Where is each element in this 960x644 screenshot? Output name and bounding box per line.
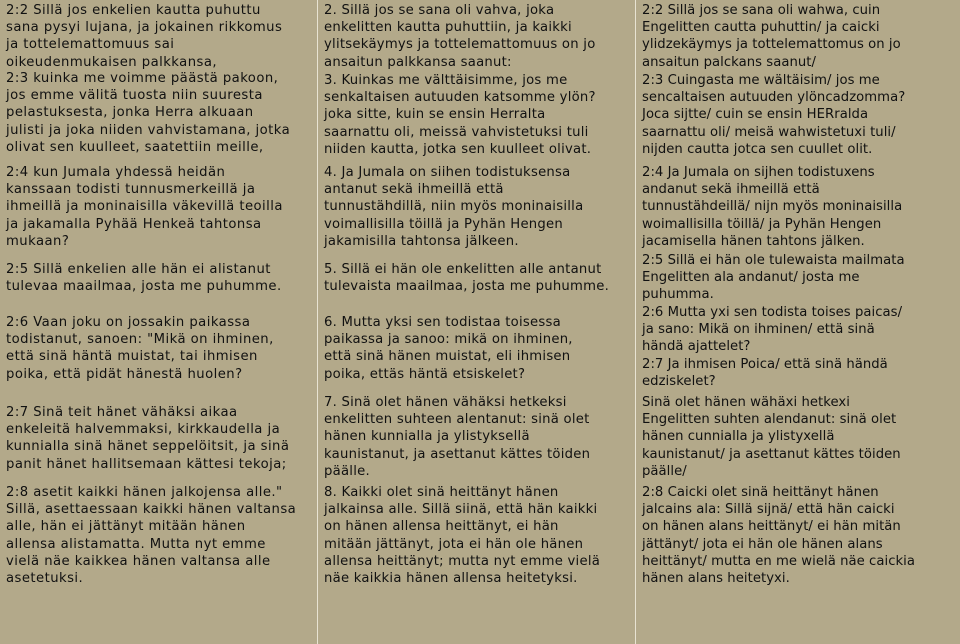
verse-2-6-1776: 6. Mutta yksi sen todistaa toisessa paikassa ja sanoo: mikä on ihminen, että sinä hänen muistat, eli ihmisen poika, ettäs häntä etsiskelet? bbox=[324, 315, 573, 382]
column-1776-translation bbox=[318, 0, 636, 644]
verse-2-3-1642: 2:3 Cuingasta me wältäisim/ jos me sencaltaisen autuuden ylöncadzomma? Joca sijtte/ cuin se ensin HERralda saarnattu oli/ meisä wahwistetuxi tuli/ nijden cautta jotca sen cuullet olit. bbox=[642, 73, 906, 157]
verse-2-8-1776: 8. Kaikki olet sinä heittänyt hänen jalkainsa alle. Sillä siinä, että hän kaikki on hänen allensa heittänyt, ei hän mitään jättänyt, jota ei hän ole hänen allensa heittänyt; mutta nyt emme vielä näe kaikkia hänen allensa heitetyksi. bbox=[324, 485, 601, 587]
verse-2-7-modern: 2:7 Sinä teit hänet vähäksi aikaa enkeleitä halvemmaksi, kirkkaudella ja kunnialla sinä hänet seppelöitsit, ja sinä panit hänet hallitsemaan kättesi tekoja; bbox=[6, 405, 290, 472]
column-1642-translation bbox=[636, 0, 960, 644]
verse-2-5-1642: 2:5 Sillä ei hän ole tulewaista mailmata Engelitten ala andanut/ josta me puhumma. bbox=[642, 253, 905, 303]
verse-2-4-modern: 2:4 kun Jumala yhdessä heidän kanssaan todisti tunnusmerkeillä ja ihmeillä ja moninaisilla väkevillä teoilla ja jakamalla Pyhää Henkeä tahtonsa mukaan? bbox=[6, 165, 283, 249]
verse-2-8-1642: 2:8 Caicki olet sinä heittänyt hänen jalcains ala: Sillä sijnä/ että hän caicki on hänen alans heittänyt/ ei hän mitän jättänyt/ jota ei hän ole hänen alans heittänyt/ mutta en me wielä näe caickia hänen alans heitetyxi. bbox=[642, 485, 916, 587]
verse-2-5-1776: 5. Sillä ei hän ole enkelitten alle antanut tulevaista maailmaa, josta me puhumme. bbox=[324, 262, 610, 295]
verse-2-7-1776: 7. Sinä olet hänen vähäksi hetkeksi enkelitten suhteen alentanut: sinä olet hänen kunnialla ja ylistyksellä kaunistanut, ja asettanut kättes töiden päälle. bbox=[324, 395, 591, 479]
verse-2-6-7-1642: 2:6 Mutta yxi sen todista toises paicas/ ja sano: Mikä on ihminen/ että sinä händä ajattelet? 2:7 Ja ihmisen Poica/ että sinä händä edziskelet? bbox=[642, 305, 903, 389]
verse-2-4-1642: 2:4 Ja Jumala on sijhen todistuxens andanut sekä ihmeillä että tunnustähdeillä/ nijn myös moninaisilla woimallisilla töillä/ ja Pyhän Hengen jacamisella hänen tahtons jälken. bbox=[642, 165, 903, 249]
column-modern-translation bbox=[0, 0, 318, 644]
verse-2-5-modern: 2:5 Sillä enkelien alle hän ei alistanut tulevaa maailmaa, josta me puhumme. bbox=[6, 262, 282, 295]
verse-2-4-1776: 4. Ja Jumala on siihen todistuksensa antanut sekä ihmeillä että tunnustähdillä, niin myös moninaisilla voimallisilla töillä ja Pyhän Hengen jakamisilla tahtonsa jälkeen. bbox=[324, 165, 584, 249]
verse-2-2-1776: 2. Sillä jos se sana oli vahva, joka enkelitten kautta puhuttiin, ja kaikki ylitsekäymys ja tottelemattomuus on jo ansaitun palkkansa saanut: bbox=[324, 3, 596, 70]
verse-2-6-modern: 2:6 Vaan joku on jossakin paikassa todistanut, sanoen: "Mikä on ihminen, että sinä häntä muistat, tai ihmisen poika, että pidät hänestä huolen? bbox=[6, 315, 274, 382]
verse-2-8-modern: 2:8 asetit kaikki hänen jalkojensa alle." Sillä, asettaessaan kaikki hänen valtansa alle, hän ei jättänyt mitään hänen allensa alistamatta. Mutta nyt emme vielä näe kaikkea hänen valtansa alle asetetuksi. bbox=[6, 485, 297, 587]
verse-2-2-modern: 2:2 Sillä jos enkelien kautta puhuttu sana pysyi lujana, ja jokainen rikkomus ja tottelemattomuus sai oikeudenmukaisen palkkansa, bbox=[6, 3, 283, 70]
verse-2-7b-1642: Sinä olet hänen wähäxi hetkexi Engelitten suhten alendanut: sinä olet hänen cunnialla ja ylistyxellä kaunistanut/ ja asettanut kättes töiden päälle/ bbox=[642, 395, 901, 479]
verse-2-3-modern: 2:3 kuinka me voimme päästä pakoon, jos emme välitä tuosta niin suuresta pelastuksesta, jonka Herra alkuaan julisti ja joka niiden vahvistamana, jotka olivat sen kuulleet, saatettiin meille, bbox=[6, 71, 291, 155]
verse-2-2-1642: 2:2 Sillä jos se sana oli wahwa, cuin Engelitten cautta puhuttin/ ja caicki ylidzekäymys ja tottelemattomus on jo ansaitun palckans saanut/ bbox=[642, 3, 901, 70]
verse-2-3-1776: 3. Kuinkas me välttäisimme, jos me senkaltaisen autuuden katsomme ylön? joka sitte, kuin se ensin Herralta saarnattu oli, meissä vahvistetuksi tuli niiden kautta, jotka sen kuulleet olivat. bbox=[324, 73, 596, 157]
